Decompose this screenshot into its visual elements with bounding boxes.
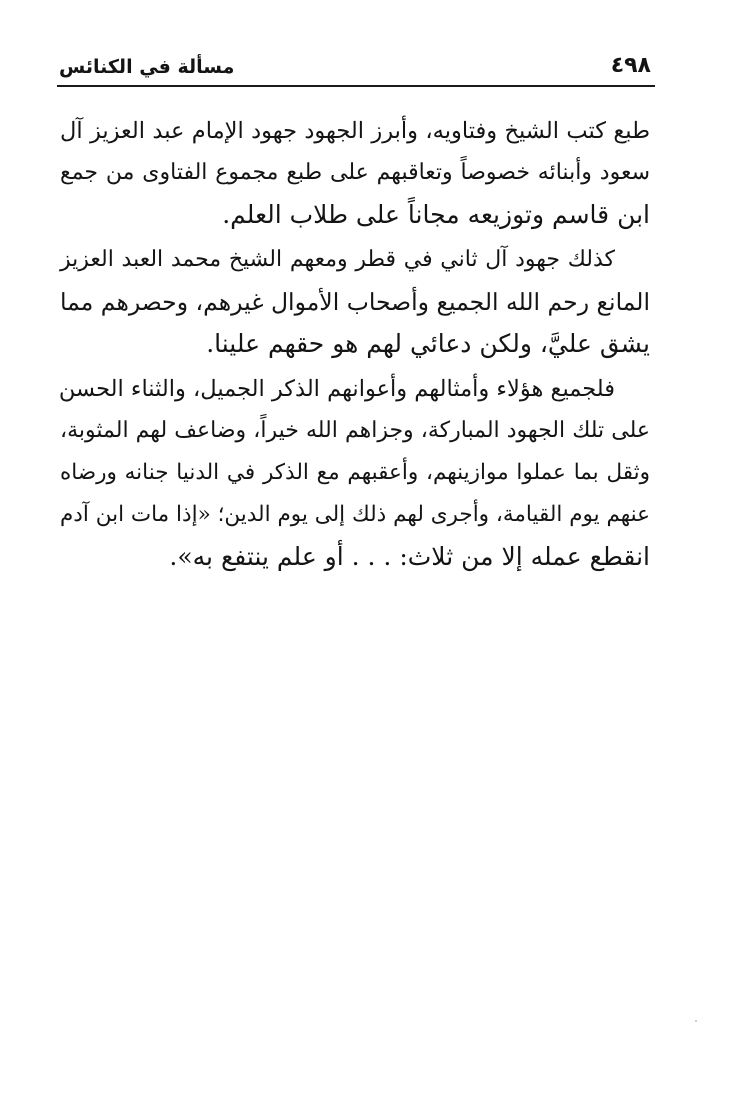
text-line: عنهم يوم القيامة، وأجرى لهم ذلك إلى يوم الدين؛ «إذا مات ابن آدم (60, 502, 650, 527)
running-header (57, 50, 655, 84)
running-title: مسألة في الكنائس (59, 56, 235, 78)
header-rule (57, 85, 655, 87)
text-line: المانع رحم الله الجميع وأصحاب الأموال غيرهم، وحصرهم مما (60, 288, 650, 316)
paragraph-2 (60, 239, 650, 365)
paragraph-3 (60, 368, 650, 578)
text-line: على تلك الجهود المباركة، وجزاهم الله خيراً، وضاعف لهم المثوبة، (60, 418, 650, 443)
text-line: وثقل بما عملوا موازينهم، وأعقبهم مع الذكر في الدنيا جنانه ورضاه (60, 460, 650, 485)
text-line: يشق عليَّ، ولكن دعائي لهم هو حقهم علينا. (206, 329, 650, 358)
scan-speck (695, 1020, 697, 1022)
text-line: كذلك جهود آل ثاني في قطر ومعهم الشيخ محمد العبد العزيز (60, 247, 615, 272)
text-line: ابن قاسم وتوزيعه مجاناً على طلاب العلم. (222, 200, 650, 229)
text-line: طبع كتب الشيخ وفتاويه، وأبرز الجهود جهود الإمام عبد العزيز آل (60, 118, 650, 144)
page-number: ٤٩٨ (610, 53, 651, 78)
text-line: سعود وأبنائه خصوصاً وتعاقبهم على طبع مجموع الفتاوى من جمع (60, 160, 650, 185)
text-line: فلجميع هؤلاء وأمثالهم وأعوانهم الذكر الجميل، والثناء الحسن (58, 376, 615, 402)
body-text (60, 110, 650, 578)
paragraph-1 (60, 110, 650, 236)
text-line: انقطع عمله إلا من ثلاث: . . . أو علم ينتفع به». (169, 542, 650, 571)
